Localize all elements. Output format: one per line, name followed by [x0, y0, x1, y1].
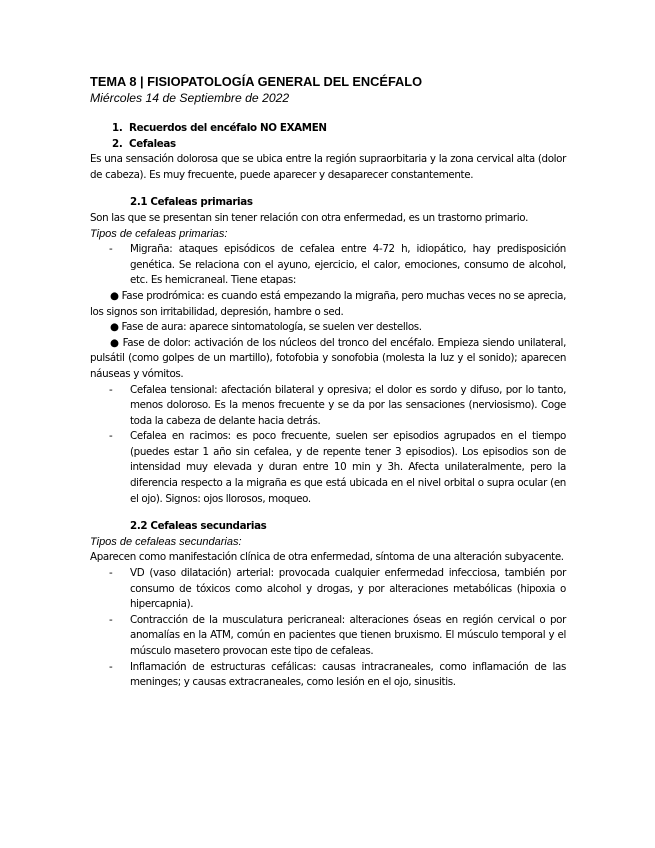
bullet-fase-aura: ● Fase de aura: aparece sintomatología, se suelen ver destellos.: [110, 321, 422, 334]
document-title: TEMA 8 | FISIOPATOLOGÍA GENERAL DEL ENCÉFALO: [90, 74, 423, 89]
dash-marker: -: [109, 567, 113, 580]
outline-label: Recuerdos del encéfalo NO EXAMEN: [129, 122, 327, 134]
list-item-racimos: [90, 429, 566, 507]
primarias-types-label: Tipos de cefaleas primarias:: [90, 227, 228, 240]
outline-number: 1.: [112, 122, 123, 134]
list-item-migrana: [90, 242, 566, 289]
document-date: Miércoles 14 de Septiembre de 2022: [90, 91, 290, 105]
section-heading-secundarias: 2.2 Cefaleas secundarias: [130, 520, 267, 533]
list-item-tensional: [90, 383, 566, 430]
document-body: [90, 121, 566, 691]
list-item-text: Inflamación de estructuras cefálicas: causas intracraneales, como inflamación de las meninges; y causas extracraneales, como lesión en el ojo, sinusitis.: [130, 660, 566, 689]
bullet-fase-prodromica: ● Fase prodrómica: es cuando está empezando la migraña, pero muchas veces no se aprecia, los signos son irritabilidad, depresión, hambre o sed.: [90, 289, 566, 318]
intro-paragraph: Es una sensación dolorosa que se ubica entre la región supraorbitaria y la zona cervical alta (dolor de cabeza). Es muy frecuente, puede aparecer y desaparecer constantemente.: [90, 153, 566, 181]
dash-marker: -: [109, 660, 113, 673]
dash-marker: -: [109, 430, 113, 443]
outline-item: [90, 121, 566, 137]
outline-label: Cefaleas: [129, 137, 176, 150]
list-item-text: Contracción de la musculatura pericraneal: alteraciones óseas en región cervical o por anomalías en la ATM, común en pacientes que tienen bruxismo. El músculo temporal y el músculo masetero provocan este tipo de cefaleas.: [130, 613, 566, 657]
list-item-contraccion: [90, 613, 566, 660]
list-item-text: Cefalea en racimos: es poco frecuente, suelen ser episodios agrupados en el tiempo (puedes estar 1 año sin cefalea, y de repente tener 3 episodios). Los episodios son de intensidad muy elevada y duran entre 10 min y 3h. Afecta unilateralmente, pero la diferencia respecto a la migraña es que está ubicada en el nivel orbital o supra ocular (en el ojo). Signos: ojos llorosos, moqueo.: [130, 430, 566, 505]
list-item-inflamacion: [90, 660, 566, 691]
outline-item: [90, 137, 566, 153]
document-page: [90, 74, 566, 691]
section-heading-primarias: 2.1 Cefaleas primarias: [130, 196, 253, 209]
list-item-vd-arterial: [90, 566, 566, 613]
outline-number: 2.: [112, 137, 123, 150]
primarias-definition: Son las que se presentan sin tener relación con otra enfermedad, es un trastorno primario.: [90, 211, 529, 224]
list-item-text: Cefalea tensional: afectación bilateral y opresiva; el dolor es sordo y difuso, por lo tanto, menos doloroso. Es la menos frecuente y se da por las sensaciones (nerviosismo). Coge toda la cabeza de delante hacia detrás.: [130, 383, 566, 427]
bullet-fase-dolor: ● Fase de dolor: activación de los núcleos del tronco del encéfalo. Empieza siendo unilateral, pulsátil (como golpes de un martillo), fotofobia y sonofobia (molesta la luz y el sonido); aparecen náuseas y vómitos.: [90, 336, 566, 380]
secundarias-types-label: Tipos de cefaleas secundarias:: [90, 535, 242, 548]
dash-marker: -: [109, 383, 113, 396]
dash-marker: -: [109, 243, 113, 256]
dash-marker: -: [109, 613, 113, 626]
list-item-text: Migraña: ataques episódicos de cefalea entre 4-72 h, idiopático, hay predisposición genética. Se relaciona con el ayuno, ejercicio, el calor, emociones, consumo de alcohol, etc. Es hemicraneal. Tiene etapas:: [130, 243, 566, 287]
secundarias-definition: Aparecen como manifestación clínica de otra enfermedad, síntoma de una alteración subyacente.: [90, 551, 564, 564]
list-item-text: VD (vaso dilatación) arterial: provocada cualquier enfermedad infecciosa, también por consumo de tóxicos como alcohol y drogas, y por alteraciones metabólicas (hipoxia o hipercapnia).: [130, 567, 566, 611]
